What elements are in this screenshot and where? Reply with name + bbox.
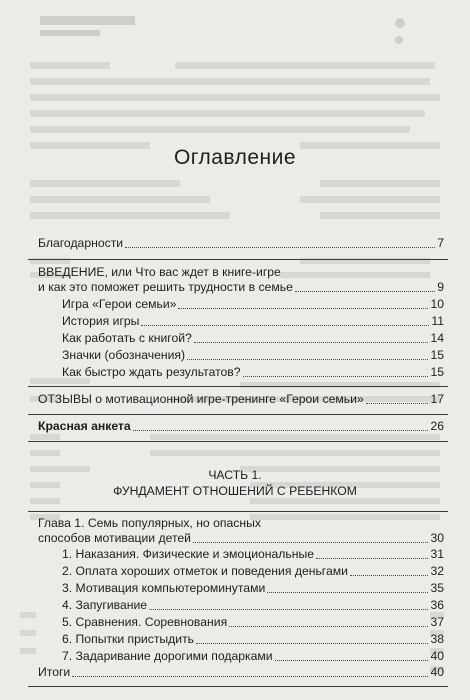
toc-entry-reviews[interactable] — [38, 392, 444, 407]
toc-leader-dots — [133, 429, 429, 431]
section-divider — [28, 259, 448, 260]
section-divider — [28, 511, 448, 512]
toc-entry-intro-line1[interactable]: ВВЕДЕНИЕ, или Что вас ждет в книге-игре — [38, 265, 281, 279]
toc-leader-dots — [267, 591, 428, 593]
toc-subentry[interactable] — [62, 649, 444, 664]
toc-subentry[interactable] — [62, 632, 444, 647]
toc-subentry[interactable] — [62, 547, 444, 562]
toc-entry-label: История игры — [62, 314, 140, 328]
toc-leader-dots — [275, 659, 429, 661]
section-divider — [28, 386, 448, 387]
toc-leader-dots — [141, 324, 429, 326]
toc-entry-page: 14 — [430, 331, 444, 345]
toc-entry-label: 4. Запугивание — [62, 598, 148, 612]
toc-entry-label: ОТЗЫВЫ о мотивационной игре-тренинге «Герои семьи» — [38, 392, 364, 406]
part-title: ФУНДАМЕНТ ОТНОШЕНИЙ С РЕБЕНКОМ — [113, 484, 357, 498]
toc-entry-acknowledgements[interactable] — [38, 236, 444, 251]
toc-entry-page: 7 — [437, 236, 444, 250]
toc-entry-label: 5. Сравнения. Соревнования — [62, 615, 228, 629]
toc-subentry[interactable] — [62, 598, 444, 613]
toc-entry-label: 6. Попытки пристыдить — [62, 632, 195, 646]
toc-leader-dots — [350, 574, 428, 576]
toc-entry-page: 15 — [430, 365, 444, 379]
toc-leader-dots — [72, 675, 428, 677]
section-divider — [28, 686, 448, 687]
toc-entry-page: 30 — [430, 531, 444, 545]
toc-entry-label: Красная анкета — [38, 419, 131, 433]
toc-leader-dots — [178, 307, 428, 309]
toc-entry-page: 26 — [430, 419, 444, 433]
toc-entry-summary[interactable] — [38, 665, 444, 680]
toc-entry-label: Как работать с книгой? — [62, 331, 192, 345]
toc-entry-page: 36 — [430, 598, 444, 612]
toc-leader-dots — [295, 290, 435, 292]
toc-entry-red-form[interactable] — [38, 419, 444, 434]
toc-subentry[interactable] — [62, 564, 444, 579]
toc-entry-label: способов мотивации детей — [38, 531, 191, 545]
toc-leader-dots — [194, 341, 429, 343]
section-divider — [28, 414, 448, 415]
toc-entry-label: Благодарности — [38, 236, 124, 250]
toc-leader-dots — [196, 642, 428, 644]
toc-entry-label: Значки (обозначения) — [62, 348, 186, 362]
toc-entry-label: 1. Наказания. Физические и эмоциональные — [62, 547, 315, 561]
toc-entry-page: 35 — [430, 581, 444, 595]
toc-subentry[interactable] — [62, 331, 444, 346]
toc-entry-label: Итоги — [38, 665, 71, 679]
toc-entry-page: 17 — [430, 392, 444, 406]
toc-leader-dots — [229, 625, 428, 627]
part-number: ЧАСТЬ 1. — [208, 468, 262, 482]
toc-subentry[interactable] — [62, 297, 444, 312]
toc-subentry[interactable] — [62, 348, 444, 363]
toc-leader-dots — [243, 375, 429, 377]
toc-entry-page: 32 — [430, 564, 444, 578]
toc-entry-page: 40 — [430, 665, 444, 679]
toc-entry-page: 40 — [430, 649, 444, 663]
toc-leader-dots — [125, 246, 435, 248]
toc-leader-dots — [316, 557, 428, 559]
toc-entry-page: 9 — [437, 280, 444, 294]
toc-entry-page: 38 — [430, 632, 444, 646]
toc-chapter-line1[interactable]: Глава 1. Семь популярных, но опасных — [38, 516, 261, 530]
toc-subentry[interactable] — [62, 314, 444, 329]
section-divider — [28, 441, 448, 442]
toc-subentry[interactable] — [62, 615, 444, 630]
page-title: Оглавление — [173, 146, 297, 169]
toc-entry-page: 15 — [430, 348, 444, 362]
toc-entry-label: 2. Оплата хороших отметок и поведения деньгами — [62, 564, 348, 578]
toc-leader-dots — [149, 608, 428, 610]
toc-entry-label: Как быстро ждать результатов? — [62, 365, 241, 379]
toc-entry-label: 3. Мотивация компьютероминутами — [62, 581, 266, 595]
toc-chapter-1[interactable] — [38, 531, 444, 546]
toc-entry-page: 31 — [430, 547, 444, 561]
toc-entry-label: 7. Задаривание дорогими подарками — [62, 649, 273, 663]
toc-entry-label: Игра «Герои семьи» — [62, 297, 177, 311]
toc-leader-dots — [193, 541, 428, 543]
toc-entry-page: 11 — [431, 314, 444, 328]
toc-subentry[interactable] — [62, 365, 444, 380]
toc-leader-dots — [366, 402, 429, 404]
toc-entry-page: 10 — [430, 297, 444, 311]
toc-entry-page: 37 — [430, 615, 444, 629]
toc-leader-dots — [187, 358, 428, 360]
toc-entry-label: и как это поможет решить трудности в семье — [38, 280, 293, 294]
toc-entry-intro[interactable] — [38, 280, 444, 295]
toc-subentry[interactable] — [62, 581, 444, 596]
